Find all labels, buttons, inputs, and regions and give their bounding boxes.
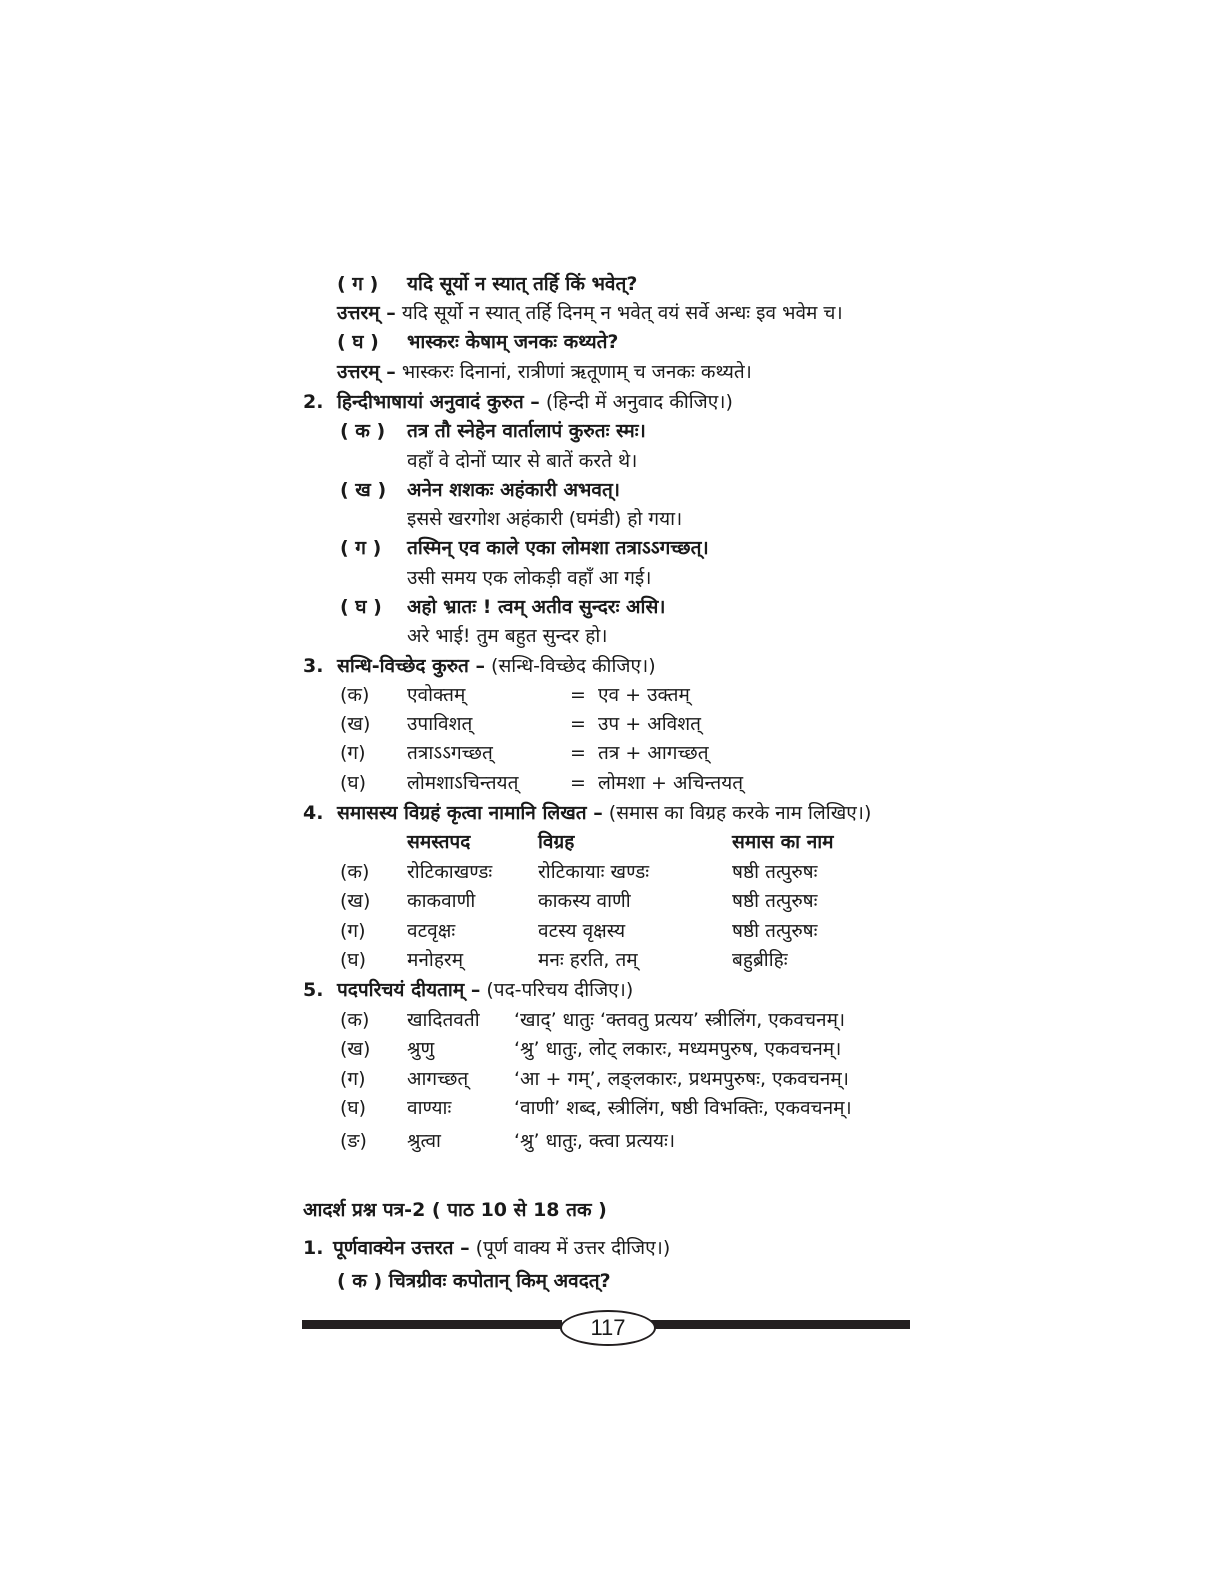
q3-note: (सन्धि-विच्छेद कीजिए।)	[491, 655, 656, 677]
q5-kha-word: श्रुणु	[407, 1038, 435, 1060]
q4-kha-vigraha: काकस्य वाणी	[538, 890, 631, 912]
q2-number: 2.	[303, 391, 324, 413]
q2-ga-hindi: उसी समय एक लोकड़ी वहाँ आ गई।	[407, 567, 652, 589]
footer-rule-left	[302, 1320, 562, 1329]
q5-gha-label: (घ)	[340, 1097, 367, 1119]
q4-ka-vigraha: रोटिकायाः खण्डः	[538, 861, 650, 883]
paper2-q1-ka: ( क ) चित्रग्रीवः कपोतान् किम् अवदत्?	[337, 1270, 611, 1292]
q4-header-word: समस्तपद	[407, 831, 471, 853]
q1-gha-answer	[337, 359, 752, 385]
q3-gha-word: लोमशाऽचिन्तयत्	[407, 772, 519, 794]
q5-ga-word: आगच्छत्	[407, 1068, 469, 1090]
q3-ka-label: (क)	[340, 684, 370, 706]
q1-ga-answer	[337, 300, 843, 326]
paper2-q1-number: 1.	[303, 1237, 324, 1259]
q4-kha-label: (ख)	[340, 890, 371, 912]
q4-kha-name: षष्ठी तत्पुरुषः	[732, 890, 818, 912]
q4-heading	[337, 800, 871, 826]
q4-gha-word: मनोहरम्	[407, 949, 464, 971]
q4-title: समासस्य विग्रहं कृत्वा नामानि लिखत –	[337, 802, 603, 824]
q4-ga-word: वटवृक्षः	[407, 920, 456, 942]
q4-ga-vigraha: वटस्य वृक्षस्य	[538, 920, 626, 942]
q2-ka-label: ( क )	[340, 420, 386, 442]
q5-nga-desc: ‘श्रु’ धातुः, क्त्वा प्रत्ययः।	[514, 1130, 676, 1152]
q4-ka-label: (क)	[340, 861, 370, 883]
q5-gha-word: वाण्याः	[407, 1097, 452, 1119]
q3-gha-equals: =	[570, 772, 586, 794]
answer-text: भास्करः दिनानां, रात्रीणां ऋतूणाम् च जनकः कथ्यते।	[401, 361, 752, 383]
q5-ga-desc: ‘आ + गम्’, लङ्लकारः, प्रथमपुरुषः, एकवचनम्।	[514, 1068, 849, 1090]
q2-title: हिन्दीभाषायां अनुवादं कुरुत –	[337, 391, 540, 413]
q1-gha-question: भास्करः केषाम् जनकः कथ्यते?	[407, 331, 619, 353]
q3-ga-word: तत्राऽऽगच्छत्	[407, 742, 493, 764]
q2-ka-sanskrit: तत्र तौ स्नेहेन वार्तालापं कुरुतः स्मः।	[407, 420, 646, 442]
q4-header-vigraha: विग्रह	[538, 831, 575, 853]
q4-number: 4.	[303, 802, 324, 824]
q3-number: 3.	[303, 655, 324, 677]
q2-gha-label: ( घ )	[340, 596, 382, 618]
answer-label: उत्तरम् –	[337, 302, 396, 324]
paper2-q1-title: पूर्णवाक्येन उत्तरत –	[333, 1237, 470, 1259]
q4-ga-name: षष्ठी तत्पुरुषः	[732, 920, 818, 942]
q3-ka-split: एव + उक्तम्	[598, 684, 690, 706]
q4-ga-label: (ग)	[340, 920, 366, 942]
q4-gha-label: (घ)	[340, 949, 367, 971]
q5-gha-desc: ‘वाणी’ शब्द, स्त्रीलिंग, षष्ठी विभक्तिः, एकवचनम्।	[514, 1097, 852, 1119]
paper2-q1-note: (पूर्ण वाक्य में उत्तर दीजिए।)	[475, 1237, 671, 1259]
q4-note: (समास का विग्रह करके नाम लिखिए।)	[608, 802, 872, 824]
q4-kha-word: काकवाणी	[407, 890, 476, 912]
q5-kha-label: (ख)	[340, 1038, 371, 1060]
q2-gha-hindi: अरे भाई! तुम बहुत सुन्दर हो।	[407, 625, 608, 647]
q3-title: सन्धि-विच्छेद कुरुत –	[337, 655, 485, 677]
q3-ka-word: एवोक्तम्	[407, 684, 466, 706]
answer-label: उत्तरम् –	[337, 361, 396, 383]
q4-ka-name: षष्ठी तत्पुरुषः	[732, 861, 818, 883]
q3-heading	[337, 653, 656, 679]
q1-gha-label: ( घ )	[337, 331, 379, 353]
q3-kha-label: (ख)	[340, 713, 371, 735]
q2-heading	[337, 389, 733, 415]
footer-rule-right	[650, 1320, 910, 1329]
q5-kha-desc: ‘श्रु’ धातुः, लोट् लकारः, मध्यमपुरुष, एकवचनम्।	[514, 1038, 842, 1060]
paper2-title: आदर्श प्रश्न पत्र-2 ( पाठ 10 से 18 तक )	[303, 1199, 607, 1221]
q3-gha-label: (घ)	[340, 772, 367, 794]
q1-ga-question: यदि सूर्यो न स्यात् तर्हि किं भवेत्?	[407, 273, 638, 295]
q4-header-name: समास का नाम	[732, 831, 834, 853]
q3-ga-equals: =	[570, 742, 586, 764]
q5-number: 5.	[303, 979, 324, 1001]
q5-note: (पद-परिचय दीजिए।)	[486, 979, 634, 1001]
q5-title: पदपरिचयं दीयताम् –	[337, 979, 481, 1001]
q2-ka-hindi: वहाँ वे दोनों प्यार से बातें करते थे।	[407, 450, 638, 472]
q2-gha-sanskrit: अहो भ्रातः ! त्वम् अतीव सुन्दरः असि।	[407, 596, 666, 618]
q3-ga-split: तत्र + आगच्छत्	[598, 742, 709, 764]
q3-kha-word: उपाविशत्	[407, 713, 473, 735]
answer-text: यदि सूर्यो न स्यात् तर्हि दिनम् न भवेत् वयं सर्वे अन्धः इव भवेम च।	[401, 302, 843, 324]
q3-ga-label: (ग)	[340, 742, 366, 764]
q2-kha-sanskrit: अनेन शशकः अहंकारी अभवत्।	[407, 479, 620, 501]
page-number: 117	[560, 1310, 656, 1346]
q3-kha-equals: =	[570, 713, 586, 735]
q2-ga-sanskrit: तस्मिन् एव काले एका लोमशा तत्राऽऽगच्छत्।	[407, 537, 709, 559]
q5-nga-label: (ङ)	[340, 1130, 367, 1152]
q5-nga-word: श्रुत्वा	[407, 1130, 441, 1152]
q5-heading	[337, 977, 633, 1003]
q4-gha-vigraha: मनः हरति, तम्	[538, 949, 638, 971]
paper2-q1-heading	[333, 1235, 670, 1261]
q2-kha-label: ( ख )	[340, 479, 387, 501]
q2-ga-label: ( ग )	[340, 537, 382, 559]
q5-ka-desc: ‘खाद्’ धातुः ‘क्तवतु प्रत्यय’ स्त्रीलिंग, एकवचनम्।	[514, 1009, 846, 1031]
q4-ka-word: रोटिकाखण्डः	[407, 861, 493, 883]
q3-gha-split: लोमशा + अचिन्तयत्	[598, 772, 744, 794]
q3-ka-equals: =	[570, 684, 586, 706]
q5-ka-word: खादितवती	[407, 1009, 480, 1031]
q2-kha-hindi: इससे खरगोश अहंकारी (घमंडी) हो गया।	[407, 508, 683, 530]
q3-kha-split: उप + अविशत्	[598, 713, 701, 735]
q1-ga-label: ( ग )	[337, 273, 379, 295]
q2-note: (हिन्दी में अनुवाद कीजिए।)	[545, 391, 733, 413]
q5-ga-label: (ग)	[340, 1068, 366, 1090]
q4-gha-name: बहुब्रीहिः	[732, 949, 788, 971]
q5-ka-label: (क)	[340, 1009, 370, 1031]
